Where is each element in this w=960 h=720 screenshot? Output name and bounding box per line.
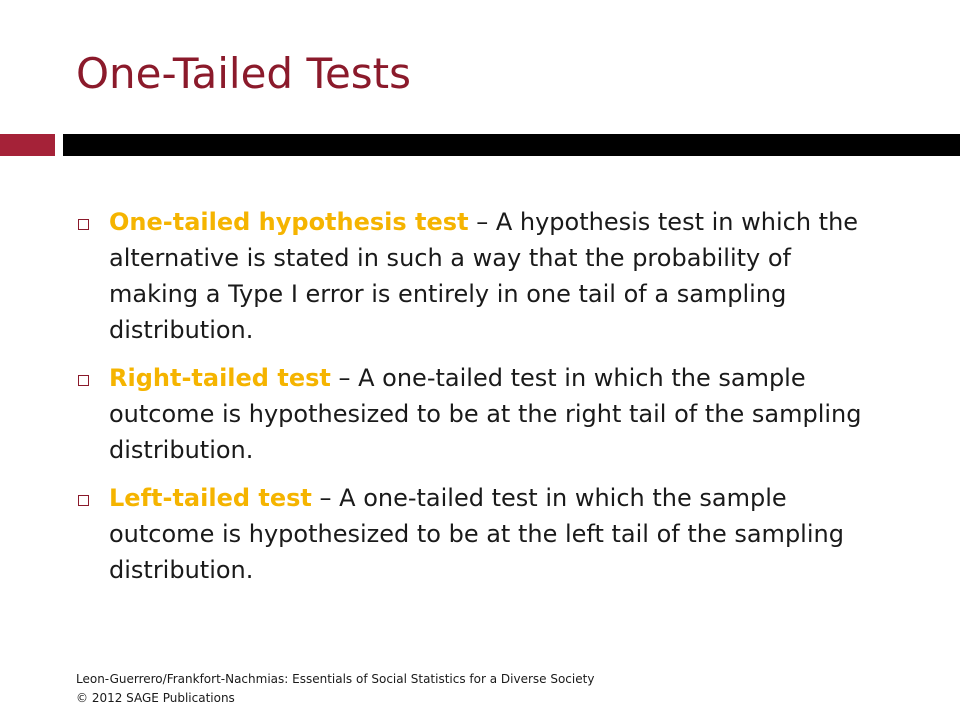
- footer: [76, 670, 594, 708]
- bullet-term: Right-tailed test: [109, 364, 331, 392]
- bullet-item: [76, 360, 876, 468]
- footer-copyright: © 2012 SAGE Publications: [76, 691, 235, 705]
- bullet-list: [76, 204, 876, 600]
- square-bullet-icon: [78, 219, 89, 230]
- title-accent-bar: [0, 134, 55, 156]
- bullet-item: [76, 480, 876, 588]
- square-bullet-icon: [78, 495, 89, 506]
- bullet-definition: – A one-tailed test in which the sample outcome is hypothesized to be at the left tail of the sampling distribution.: [109, 484, 844, 584]
- bullet-term: Left-tailed test: [109, 484, 312, 512]
- bullet-item: [76, 204, 876, 348]
- slide-title: One-Tailed Tests: [76, 49, 412, 98]
- bullet-definition: – A one-tailed test in which the sample outcome is hypothesized to be at the right tail of the sampling distribution.: [109, 364, 862, 464]
- bullet-term: One-tailed hypothesis test: [109, 208, 469, 236]
- square-bullet-icon: [78, 375, 89, 386]
- footer-citation: Leon-Guerrero/Frankfort-Nachmias: Essentials of Social Statistics for a Diverse Society: [76, 672, 595, 686]
- title-divider-bar: [63, 134, 960, 156]
- bullet-definition: – A hypothesis test in which the alternative is stated in such a way that the probability of making a Type I error is entirely in one tail of a sampling distribution.: [109, 208, 859, 344]
